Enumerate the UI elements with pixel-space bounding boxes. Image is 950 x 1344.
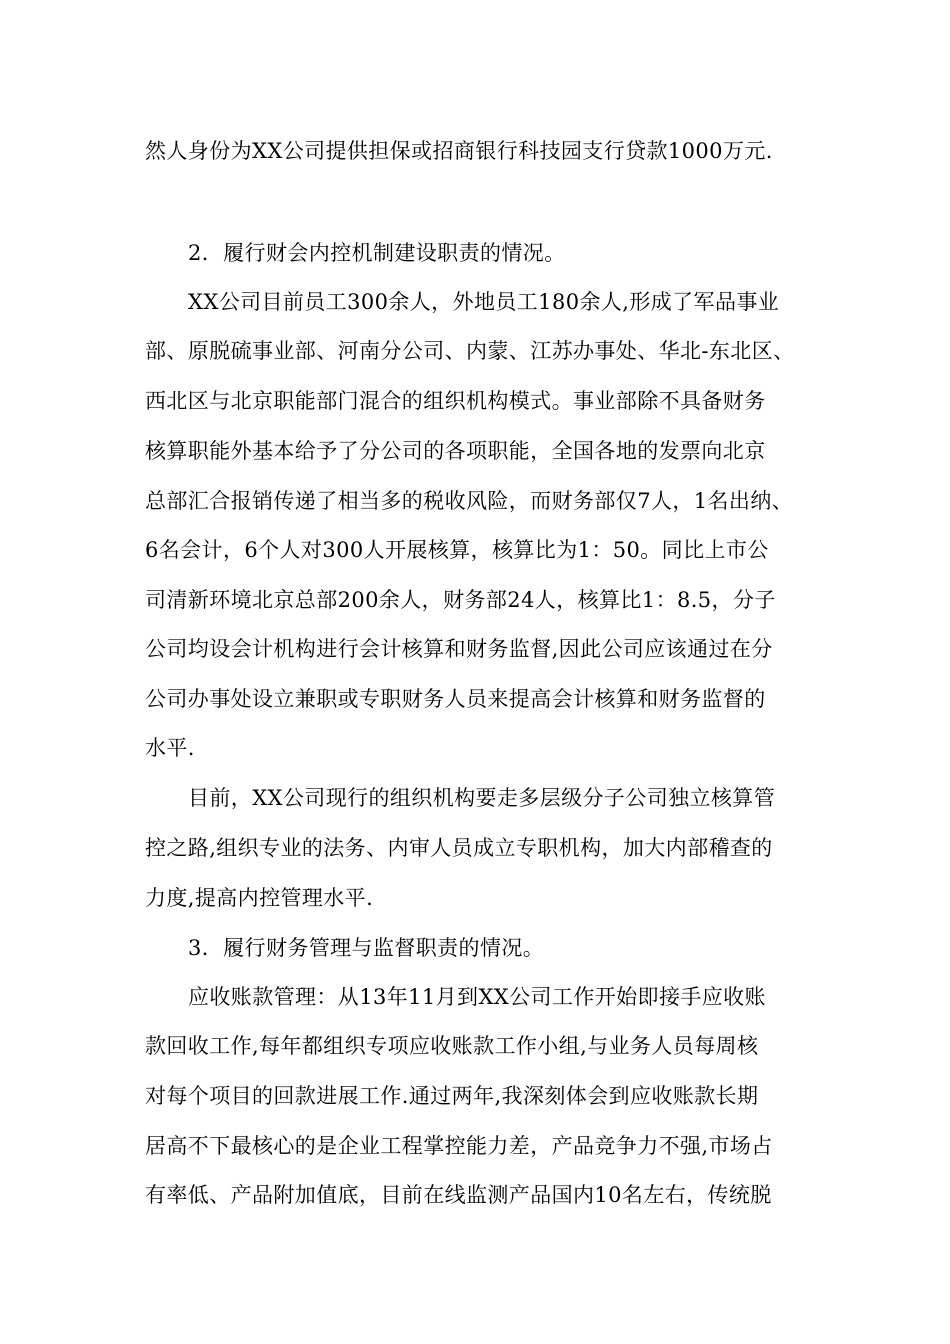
paragraph-line: 6名会计，6个人对300人开展核算，核算比为1：50。同比上市公: [145, 538, 769, 562]
paragraph-line: 款回收工作,每年都组织专项应收账款工作小组,与业务人员每周核: [145, 1034, 759, 1058]
paragraph-line: 目前，XX公司现行的组织机构要走多层级分子公司独立核算管: [188, 786, 776, 810]
paragraph-line: 力度,提高内控管理水平.: [145, 886, 374, 910]
paragraph-line: 总部汇合报销传递了相当多的税收风险，而财务部仅7人，1名出纳、: [145, 489, 794, 513]
paragraph-line: 公司均设会计机构进行会计核算和财务监督,因此公司应该通过在分: [145, 637, 773, 661]
paragraph-line: 对每个项目的回款进展工作.通过两年,我深刻体会到应收账款长期: [145, 1084, 759, 1108]
paragraph-line: 然人身份为XX公司提供担保或招商银行科技园支行贷款1000万元.: [145, 139, 773, 163]
paragraph-line: 控之路,组织专业的法务、内审人员成立专职机构，加大内部稽查的: [145, 836, 773, 860]
paragraph-line: 公司办事处设立兼职或专职财务人员来提高会计核算和财务监督的: [145, 687, 766, 711]
paragraph-line: XX公司目前员工300余人，外地员工180余人,形成了军品事业: [188, 290, 780, 314]
section-heading: 3．履行财务管理与监督职责的情况。: [188, 936, 545, 960]
paragraph-line: 水平.: [145, 736, 195, 760]
paragraph-line: 部、原脱硫事业部、河南分公司、内蒙、江苏办事处、华北-东北区、: [145, 339, 795, 363]
paragraph-line: 核算职能外基本给予了分公司的各项职能，全国各地的发票向北京: [145, 439, 766, 463]
paragraph-line: 西北区与北京职能部门混合的组织机构模式。事业部除不具备财务: [145, 389, 766, 413]
paragraph-line: 司清新环境北京总部200余人，财务部24人，核算比1：8.5，分子: [145, 588, 776, 612]
section-heading: 2．履行财会内控机制建设职责的情况。: [188, 241, 566, 265]
paragraph-line: 有率低、产品附加值底，目前在线监测产品国内10名左右，传统脱: [145, 1183, 772, 1207]
paragraph-line: 居高不下最核心的是企业工程掌控能力差，产品竞争力不强,市场占: [145, 1134, 773, 1158]
paragraph-line: 应收账款管理：从13年11月到XX公司工作开始即接手应收账: [188, 985, 766, 1009]
